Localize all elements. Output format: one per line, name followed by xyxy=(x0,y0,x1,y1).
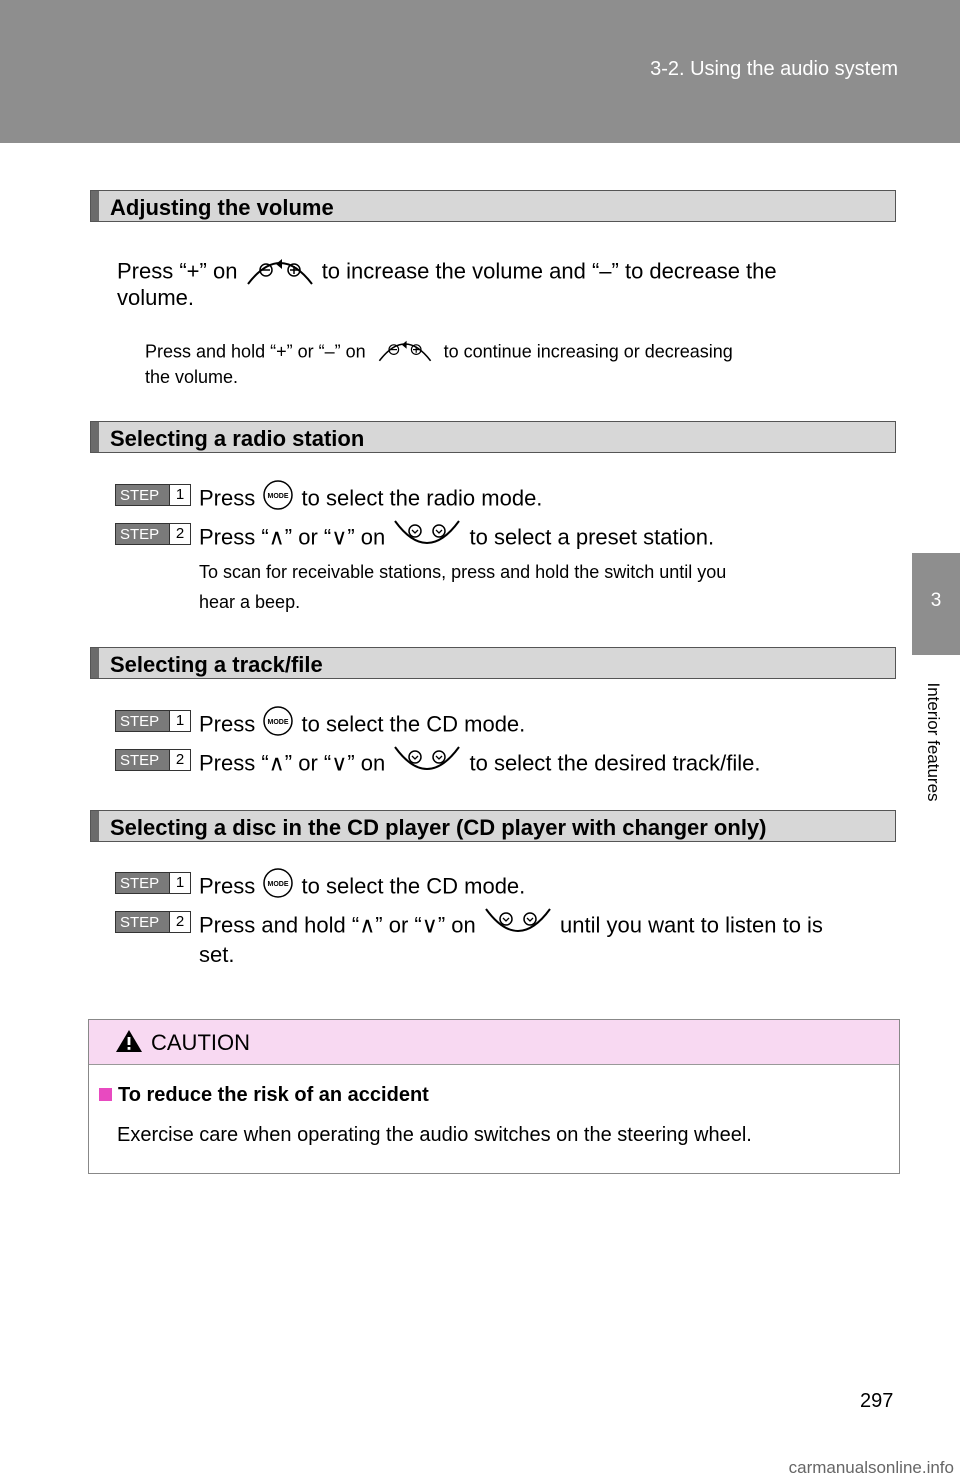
footer-watermark: carmanualsonline.info xyxy=(788,1458,954,1477)
step-badge-2 xyxy=(115,749,191,771)
page-number: 297 xyxy=(860,1390,894,1412)
text: to select a preset station. xyxy=(469,524,715,550)
seek-switch-icon xyxy=(482,905,554,948)
caution-text: Exercise care when operating the audio switches on the steering wheel. xyxy=(117,1124,752,1146)
volume-switch-icon xyxy=(371,332,439,373)
radio-step1 xyxy=(199,478,542,521)
text: Press xyxy=(199,485,256,511)
mode-text: MODE xyxy=(267,881,289,888)
step-number: 2 xyxy=(169,750,190,770)
step-label: STEP xyxy=(120,914,160,931)
track-step1 xyxy=(199,704,525,747)
volume-instruction-cont: volume. xyxy=(117,285,195,310)
radio-note: To scan for receivable stations, press and hold the switch until you xyxy=(199,562,727,582)
caution-subtitle xyxy=(99,1084,429,1107)
step-number: 2 xyxy=(169,524,190,544)
disc-step2-cont: set. xyxy=(199,942,235,967)
step-number: 2 xyxy=(169,912,190,932)
text: Press and hold “∧” or “∨” on xyxy=(199,912,476,938)
text: Press “+” on xyxy=(117,258,238,284)
volume-switch-icon xyxy=(244,248,316,297)
text: Press “∧” or “∨” on xyxy=(199,524,386,550)
step-badge-1 xyxy=(115,710,191,732)
radio-step2 xyxy=(199,517,714,560)
text: to select the CD mode. xyxy=(301,711,526,737)
step-label: STEP xyxy=(120,487,160,504)
section-header-radio xyxy=(90,421,896,453)
step-number: 1 xyxy=(169,711,190,731)
section-header-volume xyxy=(90,190,896,222)
step-label: STEP xyxy=(120,875,160,892)
mode-button-icon xyxy=(261,478,295,521)
text: to select the CD mode. xyxy=(301,873,526,899)
text: To reduce the risk of an accident xyxy=(118,1084,429,1106)
step-badge-1 xyxy=(115,872,191,894)
text: Press xyxy=(199,873,256,899)
step-label: STEP xyxy=(120,752,160,769)
step-badge-2 xyxy=(115,911,191,933)
section-header-disc xyxy=(90,810,896,842)
breadcrumb: 3-2. Using the audio system xyxy=(650,58,898,80)
caution-header xyxy=(89,1020,899,1065)
section-title: Selecting a track/file xyxy=(110,652,323,677)
section-title: Selecting a disc in the CD player (CD player with changer only) xyxy=(110,815,767,840)
section-header-track xyxy=(90,647,896,679)
step-label: STEP xyxy=(120,526,160,543)
track-step2 xyxy=(199,743,761,786)
seek-switch-icon xyxy=(391,517,463,560)
text: until you want to listen to is xyxy=(560,912,823,938)
step-number: 1 xyxy=(169,485,190,505)
section-title: Adjusting the volume xyxy=(110,195,334,220)
mode-button-icon xyxy=(261,866,295,909)
text: Press xyxy=(199,711,256,737)
text: Press and hold “+” or “–” on xyxy=(145,341,366,362)
disc-step1 xyxy=(199,866,525,909)
step-number: 1 xyxy=(169,873,190,893)
caution-title: CAUTION xyxy=(151,1030,250,1055)
text: to select the desired track/file. xyxy=(469,750,761,776)
step-label: STEP xyxy=(120,713,160,730)
step-badge-2 xyxy=(115,523,191,545)
mode-text: MODE xyxy=(267,493,289,500)
step-badge-1 xyxy=(115,484,191,506)
seek-switch-icon xyxy=(391,743,463,786)
mode-text: MODE xyxy=(267,719,289,726)
chapter-label: Interior features xyxy=(924,682,943,802)
text: to increase the volume and “–” to decrease the xyxy=(321,258,777,284)
radio-note-cont: hear a beep. xyxy=(199,592,301,612)
header-band xyxy=(0,0,960,143)
volume-note xyxy=(145,332,895,373)
text: to select the radio mode. xyxy=(301,485,543,511)
warning-triangle-icon xyxy=(115,1029,143,1058)
chapter-number: 3 xyxy=(930,590,942,611)
mode-button-icon xyxy=(261,704,295,747)
bullet-square-icon xyxy=(99,1088,112,1101)
volume-note-cont: the volume. xyxy=(145,367,239,387)
volume-instruction xyxy=(117,248,897,297)
caution-box xyxy=(88,1019,900,1174)
section-title: Selecting a radio station xyxy=(110,426,365,451)
text: to continue increasing or decreasing xyxy=(443,341,733,362)
text: Press “∧” or “∨” on xyxy=(199,750,386,776)
disc-step2 xyxy=(199,905,899,948)
